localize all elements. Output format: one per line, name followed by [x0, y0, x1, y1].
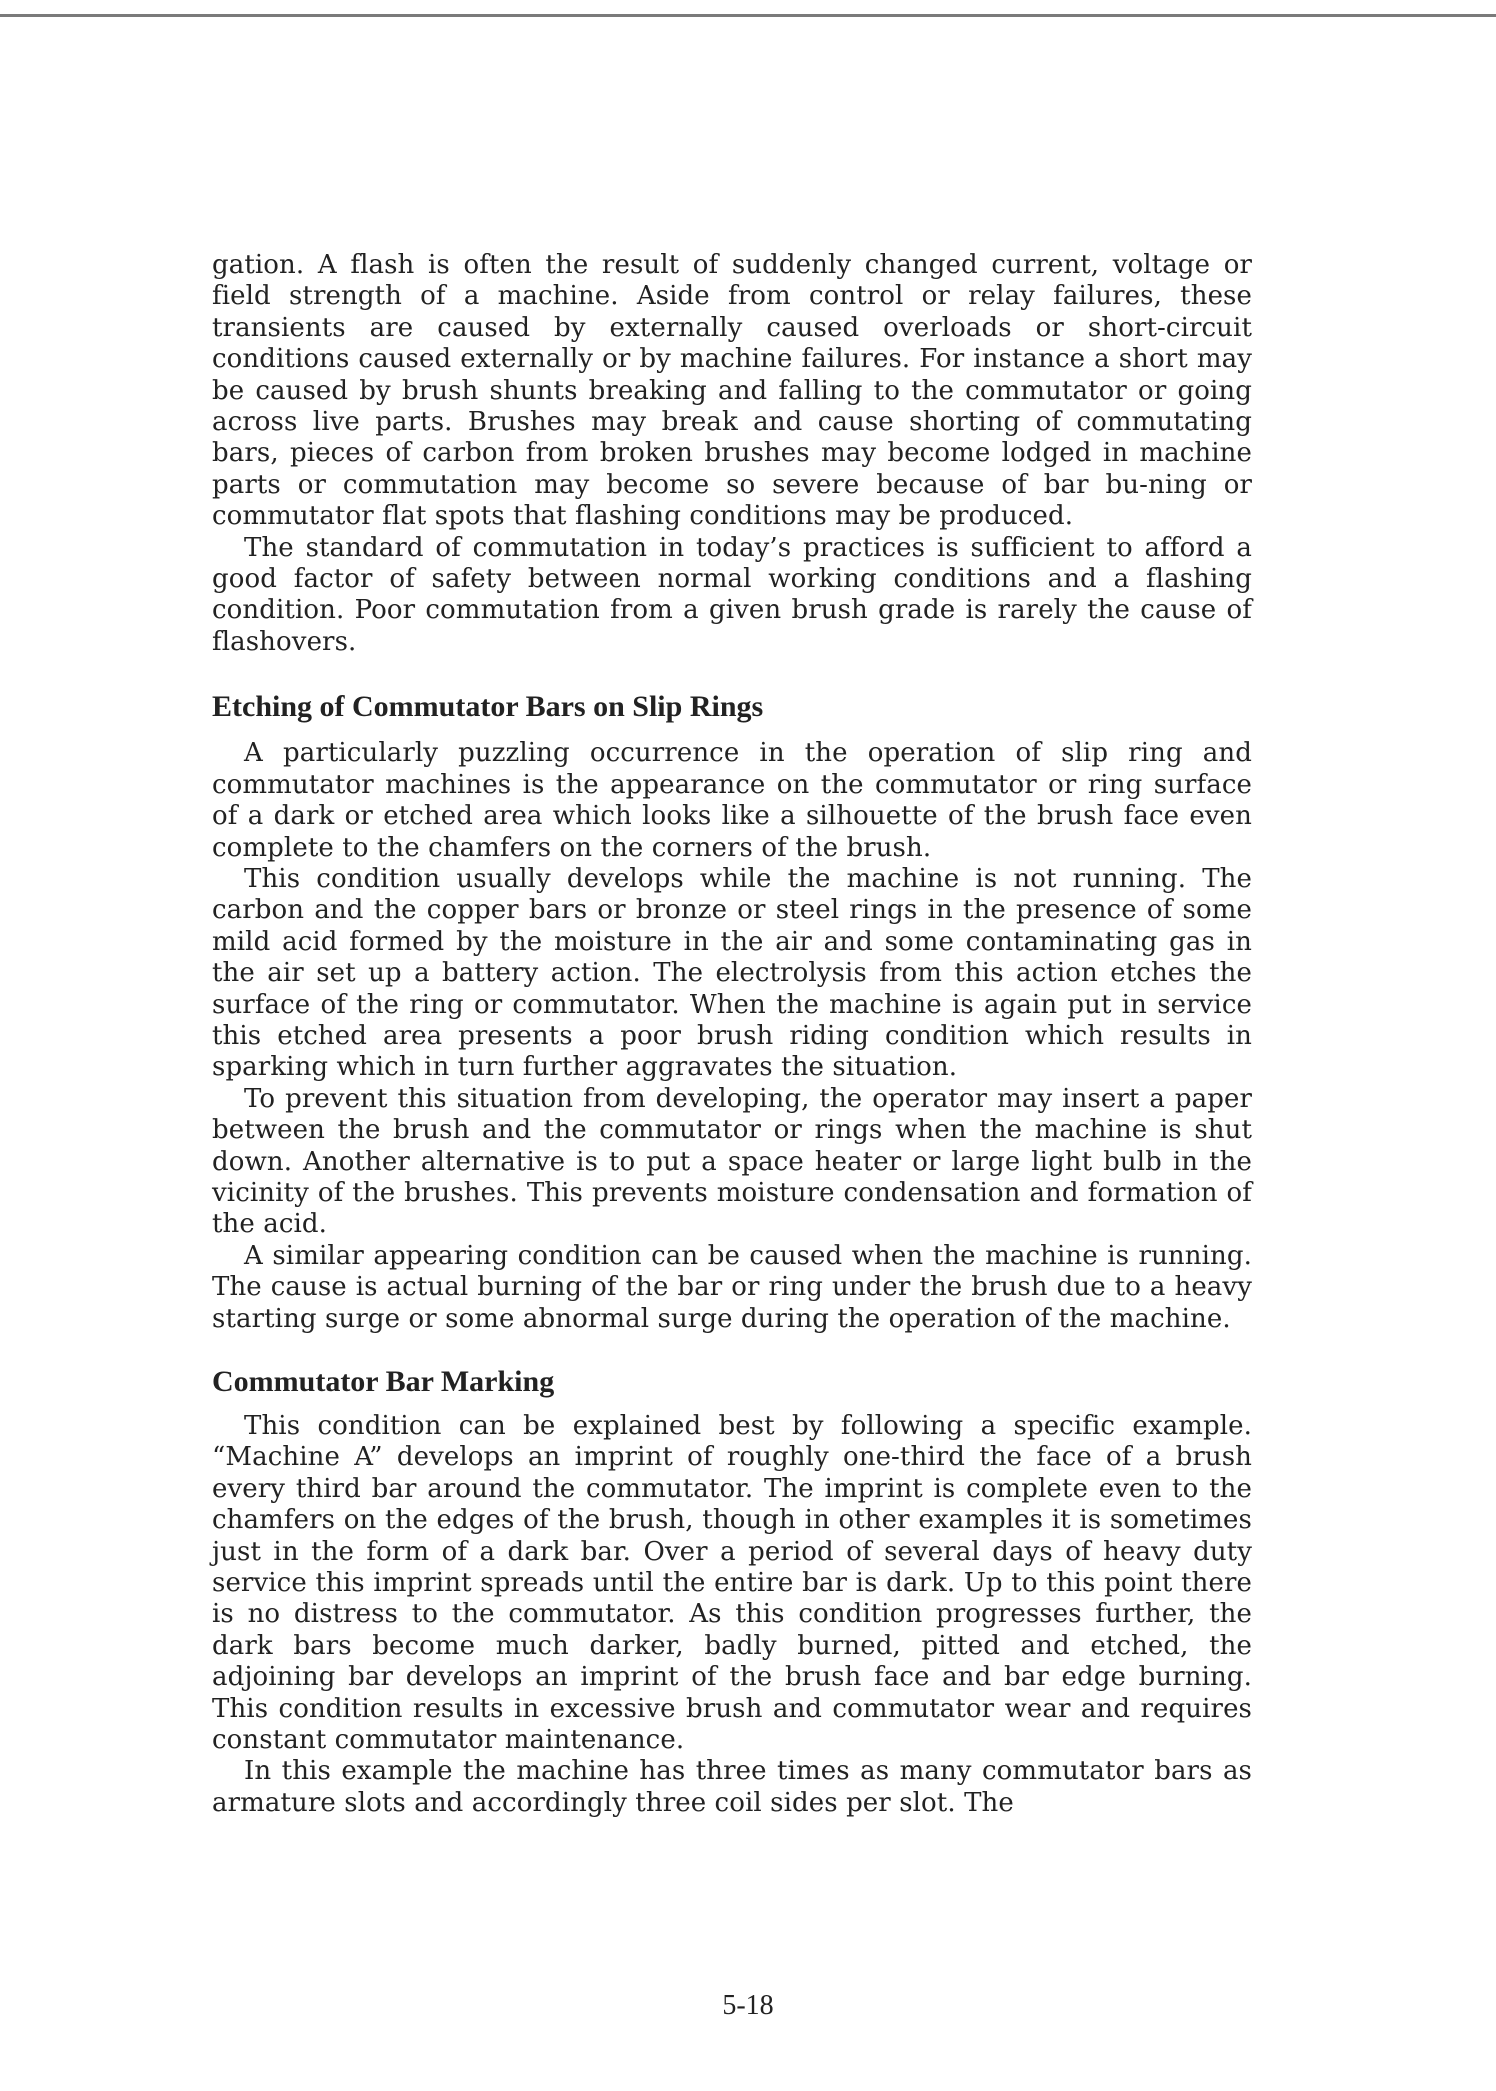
paragraph-etching-1: A particularly puzzling occurrence in the operation of slip ring and commutator machines is the appearance on the commutator or ring surface of a dark or etched area which looks like a silhouette of the brush face even complete to the chamfers on the corners of the brush. [212, 738, 1252, 863]
paragraph-marking-2: In this example the machine has three times as many commutator bars as armature slots and accordingly three coil sides per slot. The [212, 1756, 1252, 1818]
paragraph-etching-3: To prevent this situation from developing, the operator may insert a paper between the brush and the commutator or rings when the machine is shut down. Another alternative is to put a space heater or large light bulb in the vicinity of the brushes. This prevents moisture condensation and formation of the acid. [212, 1083, 1252, 1240]
paragraph-intro-2: The standard of commutation in today’s practices is sufficient to afford a good factor of safety between normal working conditions and a flashing condition. Poor commutation from a given brush grade is rarely the cause of flashovers. [212, 532, 1252, 657]
paragraph-etching-2: This condition usually develops while the machine is not running. The carbon and the copper bars or bronze or steel rings in the presence of some mild acid formed by the moisture in the air and some contaminating gas in the air set up a battery action. The electrolysis from this action etches the surface of the ring or commutator. When the machine is again put in service this etched area presents a poor brush riding condition which results in sparking which in turn further aggravates the situation. [212, 863, 1252, 1083]
page-number: 5-18 [722, 1990, 774, 2021]
section-heading-etching: Etching of Commutator Bars on Slip Rings [212, 690, 764, 724]
top-rule [0, 14, 1496, 17]
paragraph-etching-4: A similar appearing condition can be caused when the machine is running. The cause is actual burning of the bar or ring under the brush due to a heavy starting surge or some abnormal surge during the operation of the machine. [212, 1240, 1252, 1334]
paragraph-intro-1: gation. A flash is often the result of suddenly changed current, voltage or field strength of a machine. Aside from control or relay failures, these transients are caused by externally caused overloads or short-circuit conditions caused externally or by machine failures. For instance a short may be caused by brush shunts breaking and falling to the commutator or going across live parts. Brushes may break and cause shorting of commutating bars, pieces of carbon from broken brushes may become lodged in machine parts or commutation may become so severe because of bar bu-ning or commutator flat spots that flashing conditions may be produced. [212, 250, 1252, 532]
page-body [212, 250, 1252, 1819]
section-heading-marking: Commutator Bar Marking [212, 1365, 555, 1398]
paragraph-marking-1: This condition can be explained best by following a specific example. “Machine A” develops an imprint of roughly one-third the face of a brush every third bar around the commutator. The imprint is complete even to the chamfers on the edges of the brush, though in other examples it is sometimes just in the form of a dark bar. Over a period of several days of heavy duty service this imprint spreads until the entire bar is dark. Up to this point there is no distress to the commutator. As this condition progresses further, the dark bars become much darker, badly burned, pitted and etched, the adjoining bar develops an imprint of the brush face and bar edge burning. This condition results in excessive brush and commutator wear and requires constant commutator maintenance. [212, 1411, 1252, 1756]
